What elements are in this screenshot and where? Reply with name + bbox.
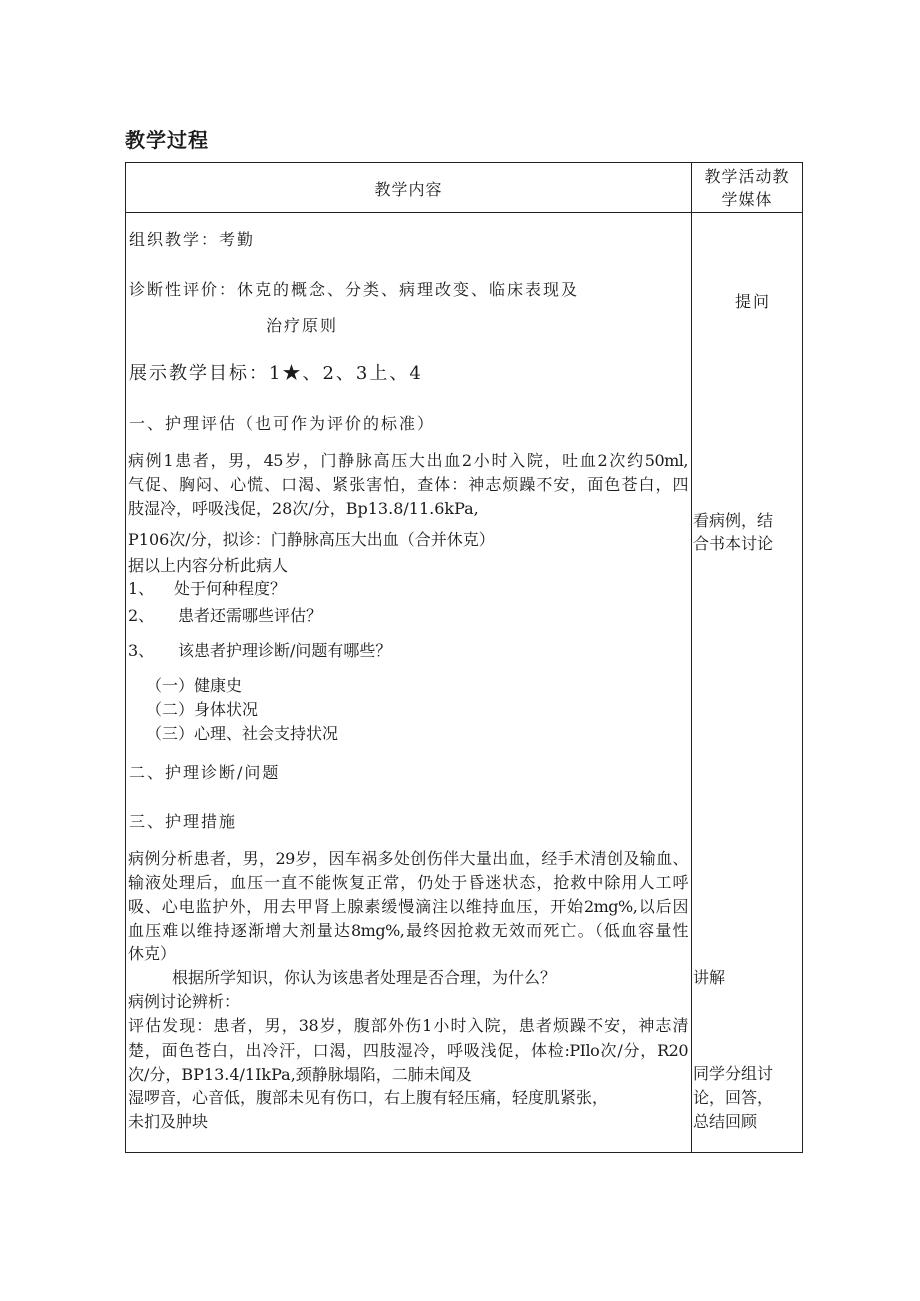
question1-text: 处于何种程度？ (174, 579, 287, 598)
header-activity-media (692, 165, 802, 211)
header-divider (126, 212, 802, 213)
section1-title: 一、护理评估（也可作为评价的标准） (129, 414, 436, 433)
case1-line3: 肢湿冷，呼吸浅促，28次/分，Bp13.8/11.6kPa, (128, 499, 479, 518)
diagnostic-line1: 诊断性评价：休克的概念、分类、病理改变、临床表现及 (129, 280, 580, 299)
activity-questioning: 提问 (735, 292, 772, 311)
activity-group-line2: 论，回答， (693, 1088, 774, 1107)
question1-number: 1、 (128, 579, 155, 598)
finding-line1: 评估发现：患者，男，38岁，腹部外伤1小时入院，患者烦躁不安，神志清 (128, 1016, 688, 1035)
question3-text: 该患者护理诊断/问题有哪些？ (178, 641, 392, 660)
header-activity-line1: 教学活动教 (704, 167, 790, 186)
activity-group-line3: 总结回顾 (693, 1112, 758, 1131)
case2-line2: 输液处理后，血压一直不能恢复正常，仍处于昏迷状态，抢救中除用人工呼 (128, 873, 688, 892)
finding-line3: 次/分，BP13.4/1IkPa,颈静脉塌陷，二肺未闻及 (128, 1065, 472, 1084)
subitem-health-history: （一）健康史 (146, 676, 243, 695)
question3-number: 3、 (128, 641, 155, 660)
finding-line2: 楚，面色苍白，出冷汗，口渴，四肢湿冷，呼吸浅促，体检:PIlo次/分，R20 (128, 1041, 688, 1060)
activity-group-line1: 同学分组讨 (693, 1064, 774, 1083)
case2-line1: 病例分析患者，男，29岁，因车祸多处创伤伴大量出血，经手术清创及输血、 (128, 849, 688, 868)
analysis-intro: 据以上内容分析此病人 (128, 556, 289, 575)
organize-line: 组织教学：考勤 (129, 230, 256, 249)
section3-title: 三、护理措施 (129, 812, 238, 831)
case1-line2: 气促、胸闷、心慌、口渴、紧张害怕，查体：神志烦躁不安，面色苍白，四 (128, 475, 688, 494)
case2-line3: 吸、心电监护外，用去甲肾上腺素缓慢滴注以维持血压，开始2mg%,以后因 (128, 897, 688, 916)
case1-line1: 病例1患者，男，45岁，门静脉高压大出血2小时入院，吐血2次约50ml, (128, 451, 688, 470)
page-heading: 教学过程 (125, 128, 209, 152)
question2-text: 患者还需哪些评估？ (178, 606, 323, 625)
reflection-question: 根据所学知识，你认为该患者处理是否合理，为什么？ (172, 968, 557, 987)
subitem-physical-status: （二）身体状况 (146, 700, 259, 719)
discussion-title: 病例讨论辨析： (128, 992, 241, 1011)
header-activity-line2: 学媒体 (721, 190, 773, 209)
case2-line5: 休克） (128, 944, 177, 963)
column-divider (691, 163, 692, 1152)
diagnostic-line2: 治疗原则 (266, 316, 339, 335)
objectives-line: 展示教学目标：1★、2、3上、4 (129, 363, 423, 384)
finding-line5: 未扪及肿块 (128, 1112, 209, 1131)
teaching-process-table (125, 162, 803, 1153)
activity-lecture: 讲解 (693, 968, 726, 987)
case2-line4: 血压难以维持逐渐增大剂量达8mg%,最终因抢救无效而死亡。（低血容量性 (128, 921, 688, 940)
header-teaching-content: 教学内容 (374, 180, 443, 199)
case1-line4: P106次/分，拟诊：门静脉高压大出血（合并休克） (128, 530, 495, 549)
activity-case-reading-line1: 看病例，结 (693, 511, 774, 530)
question2-number: 2、 (128, 606, 155, 625)
activity-case-reading-line2: 合书本讨论 (693, 534, 774, 553)
subitem-psychosocial: （三）心理、社会支持状况 (146, 724, 339, 743)
finding-line4: 湿啰音，心音低，腹部未见有伤口，右上腹有轻压痛，轻度肌紧张， (128, 1088, 609, 1107)
section2-title: 二、护理诊断/问题 (129, 763, 281, 782)
